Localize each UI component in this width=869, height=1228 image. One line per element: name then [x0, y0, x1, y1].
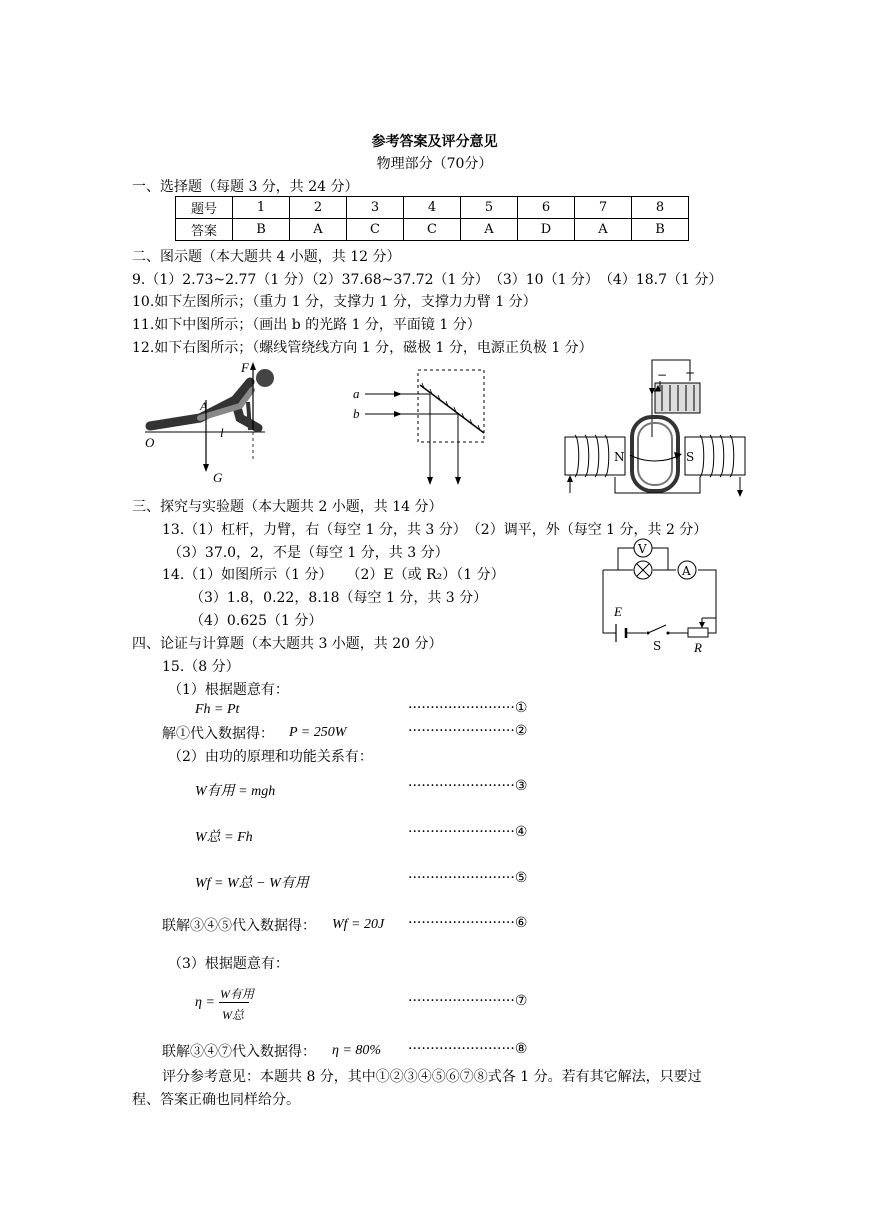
label-G: G: [213, 470, 223, 485]
ammeter-label: A: [682, 564, 691, 578]
table-cell: 2: [290, 197, 347, 219]
equation-8-marker: ························⑧: [408, 1041, 528, 1057]
equation-6-prefix: 联解③④⑤代入数据得：: [162, 918, 316, 934]
equation-4-marker: ························④: [408, 824, 528, 840]
table-cell: A: [575, 219, 632, 241]
table-cell: 1: [233, 197, 290, 219]
scoring-note-line2: 程、答案正确也同样给分。: [132, 1092, 300, 1108]
q13-part3: （3）37.0，2，不是（每空 1 分，共 3 分）: [168, 545, 449, 561]
q14-part3: （3）1.8，0.22，8.18（每空 1 分，共 3 分）: [190, 590, 488, 606]
table-cell: 题号: [176, 197, 233, 219]
label-O: O: [145, 435, 155, 450]
equation-8: η = 80%: [332, 1043, 382, 1058]
q10-answer: 10.如下左图所示；（重力 1 分，支撑力 1 分，支撑力力臂 1 分）: [132, 294, 537, 310]
rheostat-label: R: [694, 640, 702, 655]
equation-6: Wf = 20J: [332, 917, 385, 932]
label-a: a: [353, 386, 360, 401]
table-cell: 4: [404, 197, 461, 219]
table-cell: 7: [575, 197, 632, 219]
table-cell: D: [518, 219, 575, 241]
label-F: F: [241, 360, 249, 375]
label-l: l: [220, 425, 224, 440]
equation-7-lhs: η =: [195, 995, 215, 1010]
equation-7-marker: ························⑦: [408, 993, 528, 1009]
q15-heading: 15.（8 分）: [162, 659, 240, 675]
battery-label: E: [614, 604, 622, 619]
label-b: b: [353, 406, 360, 421]
q15-part3-text: （3）根据题意有：: [168, 956, 289, 972]
q13-part1: 13.（1）杠杆，力臂，右（每空 1 分，共 3 分） （2）调平，外（每空 1 分，共 2 分）: [162, 522, 708, 538]
q15-part1-text: （1）根据题意有：: [168, 682, 289, 698]
pushup-figure: [140, 360, 280, 485]
table-cell: 5: [461, 197, 518, 219]
section-2-heading: 二、图示题（本大题共 4 小题，共 12 分）: [132, 249, 401, 265]
battery-plus: +: [685, 366, 696, 380]
equation-6-marker: ························⑥: [408, 915, 528, 931]
answer-table: [175, 196, 689, 241]
voltmeter-label: V: [638, 542, 647, 556]
fraction-bar: [219, 1002, 249, 1003]
q11-answer: 11.如下中图所示；（画出 b 的光路 1 分，平面镜 1 分）: [132, 317, 481, 333]
table-row: [176, 219, 689, 241]
equation-8-prefix: 联解③④⑦代入数据得：: [162, 1044, 316, 1060]
page-title: 参考答案及评分意见: [371, 134, 498, 150]
section-4-heading: 四、论证与计算题（本大题共 3 小题，共 20 分）: [132, 636, 443, 652]
battery-minus: −: [657, 368, 668, 382]
table-cell: C: [404, 219, 461, 241]
q14-part4: （4）0.625（1 分）: [190, 613, 323, 629]
equation-1-marker: ························①: [408, 700, 528, 716]
equation-2-prefix: 解①代入数据得：: [162, 726, 274, 742]
section-1-heading: 一、选择题（每题 3 分，共 24 分）: [132, 179, 359, 195]
page-subtitle: 物理部分（70分）: [376, 156, 493, 172]
optics-figure: [350, 365, 490, 490]
equation-3-marker: ························③: [408, 778, 528, 794]
table-cell: C: [347, 219, 404, 241]
equation-3: W有用 = mgh: [195, 784, 276, 799]
equation-2: P = 250W: [289, 725, 347, 740]
equation-7-numerator: W有用: [220, 987, 254, 1001]
label-A: A: [200, 399, 208, 413]
table-cell: 3: [347, 197, 404, 219]
equation-5-marker: ························⑤: [408, 870, 528, 886]
equation-7-denominator: W总: [222, 1008, 244, 1022]
equation-4: W总 = Fh: [195, 830, 253, 845]
circuit-figure: [598, 538, 728, 655]
q12-answer: 12.如下右图所示；（螺线管绕线方向 1 分，磁极 1 分，电源正负极 1 分）: [132, 340, 593, 356]
q15-part2-text: （2）由功的原理和功能关系有：: [168, 749, 373, 765]
table-cell: A: [461, 219, 518, 241]
equation-1: Fh = Pt: [195, 702, 240, 717]
table-cell: 8: [632, 197, 689, 219]
scoring-note-line1: 评分参考意见：本题共 8 分，其中①②③④⑤⑥⑦⑧式各 1 分。若有其它解法，只要过: [162, 1069, 702, 1085]
table-cell: A: [290, 219, 347, 241]
equation-5: Wf = W总 − W有用: [195, 876, 309, 891]
electromagnet-figure: [560, 355, 760, 495]
q9-answer: 9.（1）2.73~2.77（1 分）（2）37.68~37.72（1 分） （3）10（1 分） （4）18.7（1 分）: [132, 272, 723, 288]
table-cell: B: [233, 219, 290, 241]
table-cell: 6: [518, 197, 575, 219]
q14-part1: 14.（1）如图所示（1 分） （2）E（或 R₂）（1 分）: [162, 567, 505, 583]
section-3-heading: 三、探究与实验题（本大题共 2 小题，共 14 分）: [132, 499, 443, 515]
switch-label: S: [653, 639, 662, 653]
table-cell: 答案: [176, 219, 233, 241]
pole-S: S: [686, 450, 695, 464]
table-row: [176, 197, 689, 219]
table-cell: B: [632, 219, 689, 241]
equation-2-marker: ························②: [408, 723, 528, 739]
pole-N: N: [614, 450, 625, 464]
